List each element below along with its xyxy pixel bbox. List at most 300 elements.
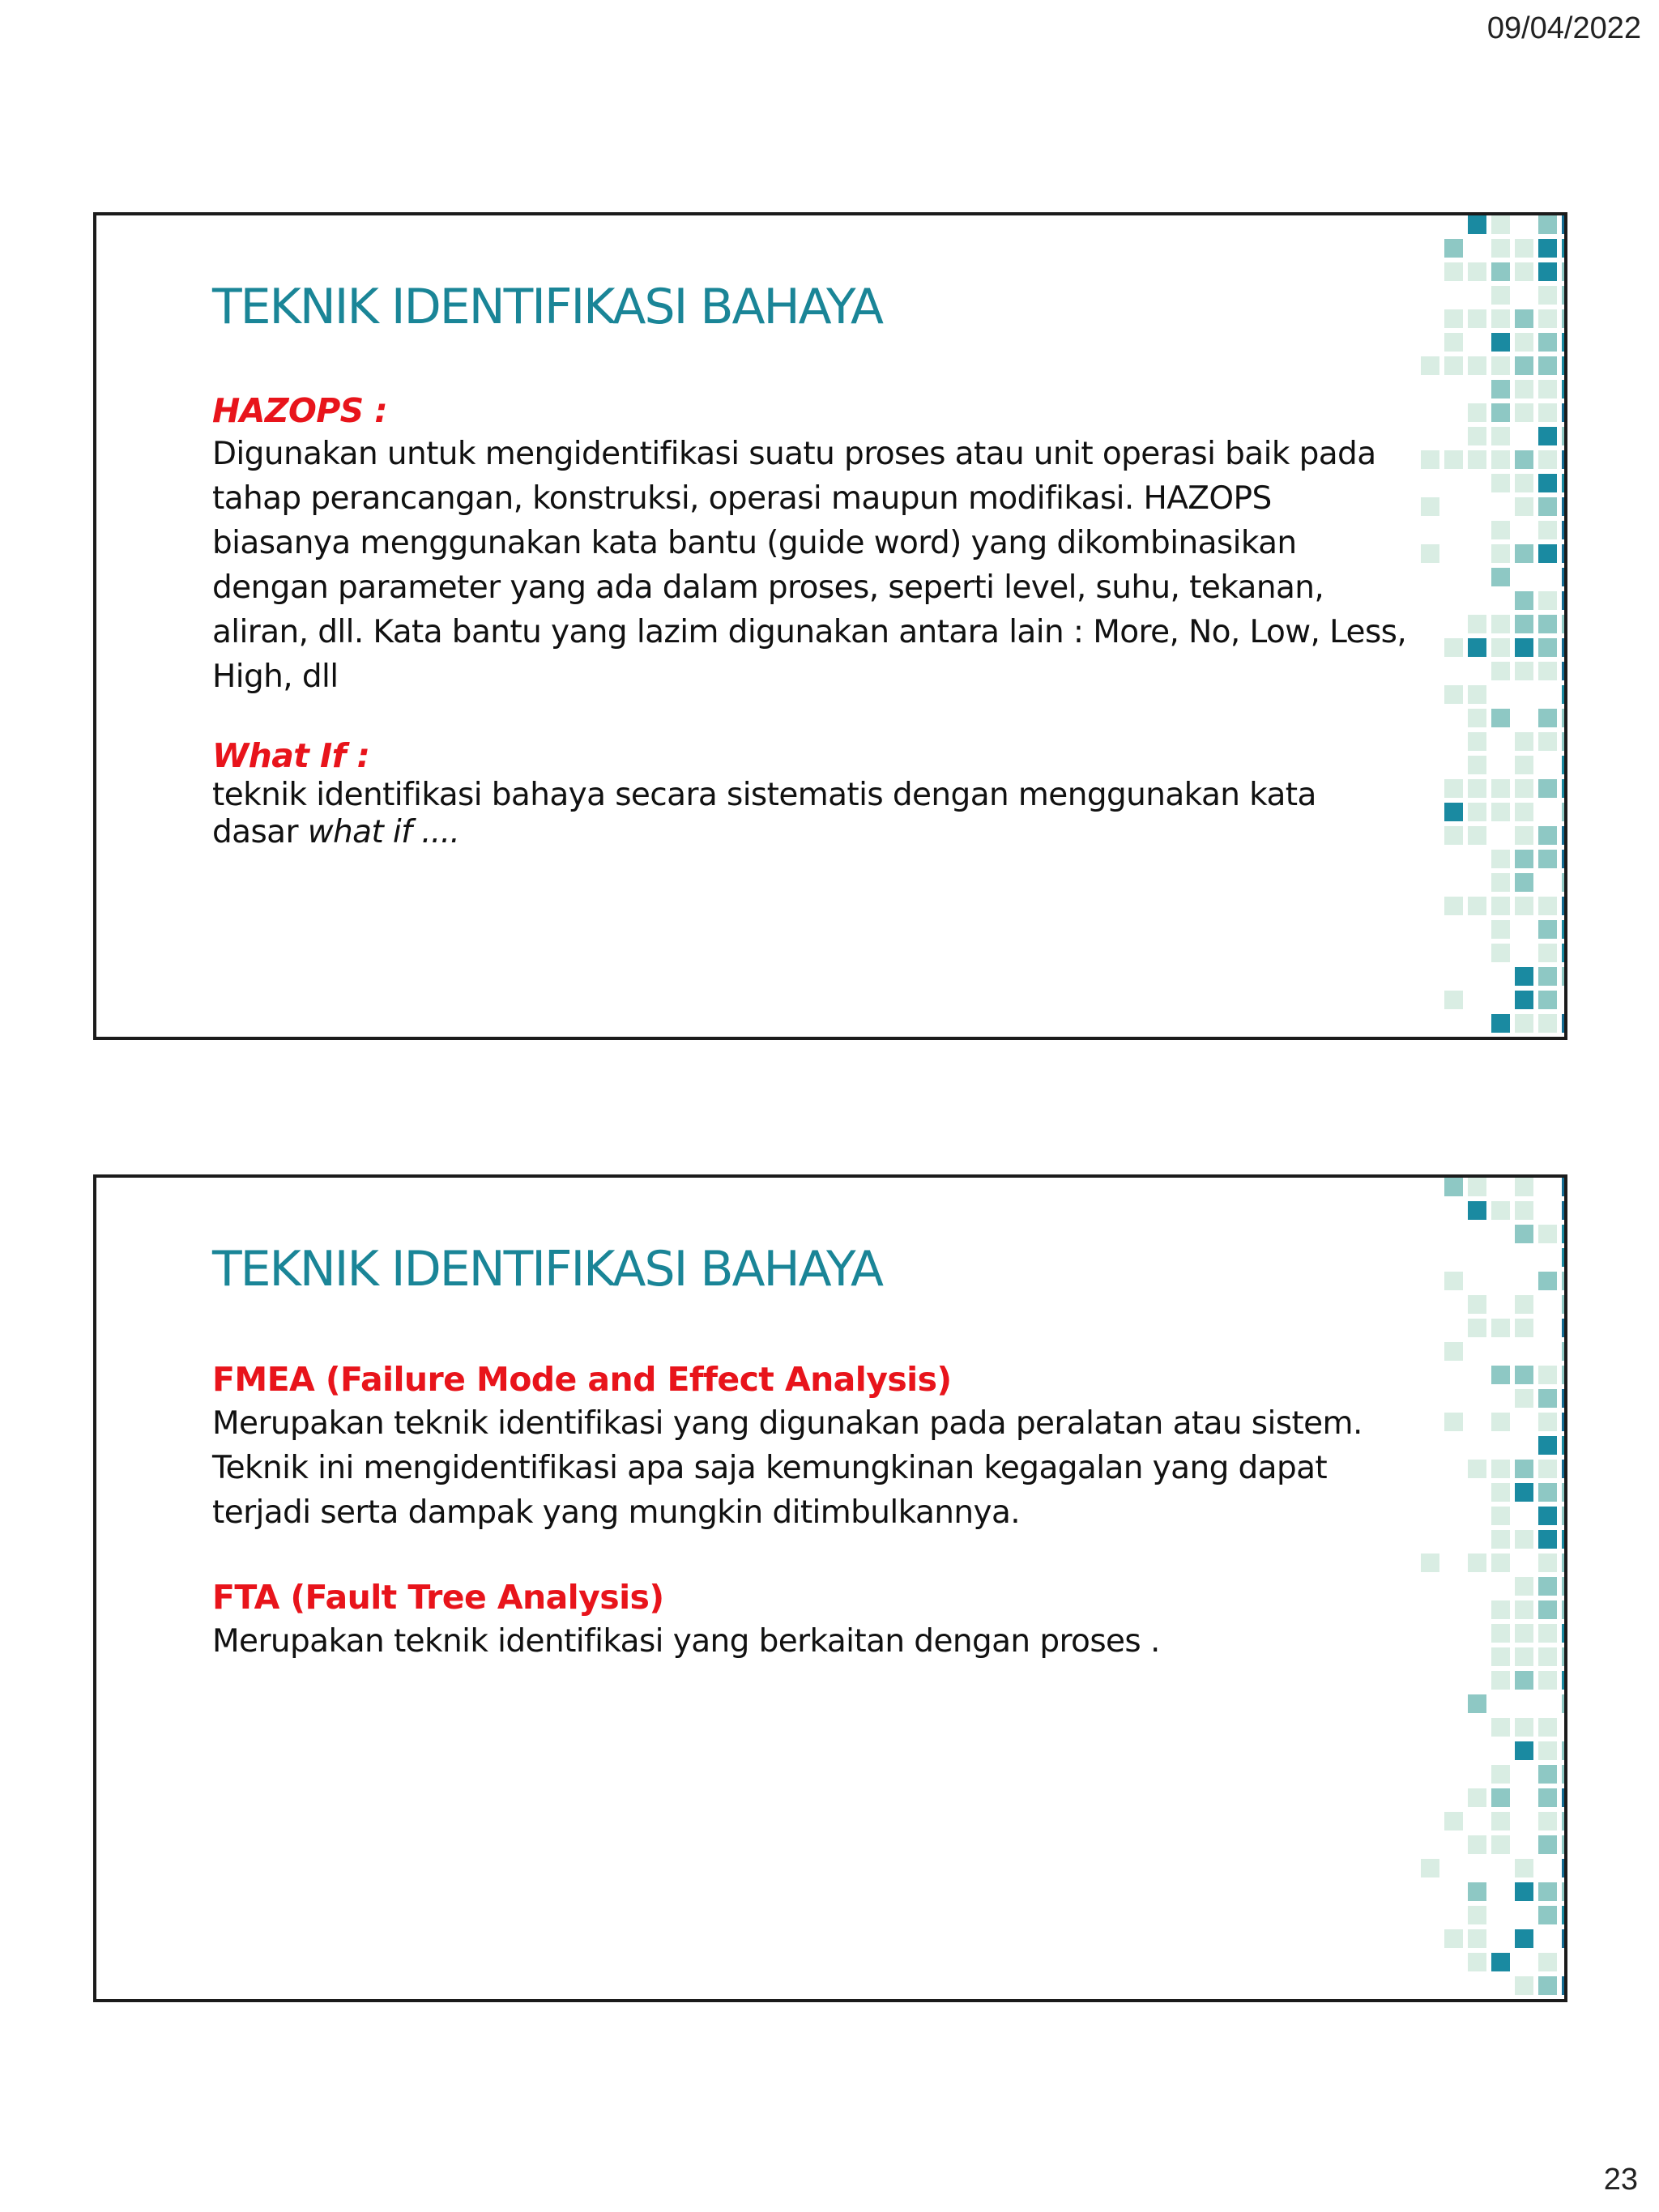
mosaic-square: [1515, 309, 1533, 328]
mosaic-square: [1538, 521, 1557, 539]
mosaic-square: [1444, 1272, 1463, 1290]
mosaic-square: [1538, 1436, 1557, 1455]
mosaic-square: [1515, 1671, 1533, 1690]
mosaic-square: [1562, 1600, 1567, 1619]
mosaic-square: [1468, 1201, 1486, 1220]
mosaic-square: [1491, 638, 1510, 657]
mosaic-square: [1538, 450, 1557, 469]
mosaic-square: [1491, 1624, 1510, 1643]
mosaic-square: [1491, 920, 1510, 939]
mosaic-square: [1562, 1014, 1567, 1033]
mosaic-square: [1444, 685, 1463, 704]
text-line: tahap perancangan, konstruksi, operasi maupun modifikasi. HAZOPS: [212, 480, 1272, 517]
text-line: Teknik ini mengidentifikasi apa saja kemungkinan kegagalan yang dapat: [212, 1450, 1328, 1486]
mosaic-square: [1515, 1178, 1533, 1196]
mosaic-square: [1515, 662, 1533, 680]
mosaic-square: [1444, 1413, 1463, 1431]
mosaic-square: [1538, 403, 1557, 422]
slide-title: TEKNIK IDENTIFIKASI BAHAYA: [212, 1241, 883, 1298]
mosaic-square: [1515, 1366, 1533, 1384]
mosaic-square: [1515, 1483, 1533, 1502]
mosaic-square: [1468, 1460, 1486, 1478]
mosaic-square: [1562, 1366, 1567, 1384]
mosaic-square: [1538, 826, 1557, 845]
mosaic-square: [1491, 1718, 1510, 1737]
mosaic-square: [1515, 1647, 1533, 1666]
mosaic-square: [1538, 497, 1557, 516]
mosaic-square: [1538, 1389, 1557, 1408]
mosaic-square: [1468, 615, 1486, 633]
mosaic-square: [1491, 944, 1510, 962]
mosaic-square: [1562, 1342, 1567, 1361]
mosaic-square: [1562, 662, 1567, 680]
mosaic-square: [1562, 1788, 1567, 1807]
mosaic-square: [1491, 850, 1510, 868]
mosaic-square: [1444, 1812, 1463, 1831]
page-date: 09/04/2022: [1486, 11, 1641, 45]
mosaic-square: [1515, 474, 1533, 492]
mosaic-square: [1468, 1788, 1486, 1807]
mosaic-square: [1491, 521, 1510, 539]
mosaic-square: [1538, 1741, 1557, 1760]
mosaic-square: [1538, 1413, 1557, 1431]
mosaic-square: [1491, 380, 1510, 399]
mosaic-square: [1538, 1014, 1557, 1033]
mosaic-square: [1562, 333, 1567, 352]
mosaic-square: [1491, 1788, 1510, 1807]
mosaic-square: [1515, 1201, 1533, 1220]
mosaic-square: [1515, 1741, 1533, 1760]
mosaic-square: [1491, 615, 1510, 633]
mosaic-square: [1515, 591, 1533, 610]
mosaic-square: [1491, 544, 1510, 563]
mosaic-square: [1515, 1460, 1533, 1478]
mosaic-square: [1562, 1483, 1567, 1502]
text-line: teknik identifikasi bahaya secara sistematis dengan menggunakan kata: [212, 777, 1316, 813]
mosaic-square: [1515, 779, 1533, 798]
mosaic-square: [1562, 1859, 1567, 1877]
mosaic-square: [1468, 1694, 1486, 1713]
mosaic-square: [1538, 850, 1557, 868]
mosaic-square: [1515, 1882, 1533, 1901]
mosaic-square: [1538, 920, 1557, 939]
text-line: dasar: [212, 814, 298, 850]
mosaic-square: [1468, 1178, 1486, 1196]
mosaic-square: [1562, 1389, 1567, 1408]
mosaic-square: [1538, 1366, 1557, 1384]
mosaic-square: [1538, 309, 1557, 328]
mosaic-square: [1468, 262, 1486, 281]
mosaic-square: [1538, 1577, 1557, 1596]
mosaic-square: [1562, 356, 1567, 375]
mosaic-square: [1562, 427, 1567, 445]
slide-hazops-whatif: [93, 212, 1567, 1040]
mosaic-square: [1515, 967, 1533, 986]
mosaic-square: [1538, 967, 1557, 986]
mosaic-square: [1491, 1812, 1510, 1831]
mosaic-square: [1468, 1319, 1486, 1337]
mosaic-square: [1515, 897, 1533, 915]
mosaic-square: [1538, 662, 1557, 680]
mosaic-square: [1468, 685, 1486, 704]
mosaic-square: [1491, 1600, 1510, 1619]
mosaic-square: [1491, 1413, 1510, 1431]
mosaic-square: [1538, 732, 1557, 751]
mosaic-square: [1538, 615, 1557, 633]
mosaic-square: [1468, 826, 1486, 845]
mosaic-square: [1538, 215, 1557, 234]
mosaic-square: [1491, 1647, 1510, 1666]
mosaic-square: [1491, 262, 1510, 281]
mosaic-square: [1538, 1530, 1557, 1549]
mosaic-square: [1444, 897, 1463, 915]
mosaic-square: [1491, 1835, 1510, 1854]
mosaic-square: [1538, 427, 1557, 445]
mosaic-square: [1444, 638, 1463, 657]
mosaic-square: [1468, 403, 1486, 422]
mosaic-square: [1562, 403, 1567, 422]
mosaic-square: [1562, 1929, 1567, 1948]
mosaic-square: [1444, 1342, 1463, 1361]
mosaic-square: [1491, 333, 1510, 352]
mosaic-square: [1538, 1507, 1557, 1525]
mosaic-square: [1538, 1835, 1557, 1854]
mosaic-square: [1562, 521, 1567, 539]
mosaic-square: [1468, 779, 1486, 798]
mosaic-square: [1421, 497, 1439, 516]
mosaic-square: [1538, 1812, 1557, 1831]
mosaic-square: [1515, 1600, 1533, 1619]
mosaic-square: [1515, 356, 1533, 375]
mosaic-square: [1491, 897, 1510, 915]
text-line: terjadi serta dampak yang mungkin ditimbulkannya.: [212, 1494, 1021, 1531]
mosaic-square: [1562, 215, 1567, 234]
mosaic-square: [1515, 403, 1533, 422]
mosaic-square: [1538, 1718, 1557, 1737]
text-line: Merupakan teknik identifikasi yang digunakan pada peralatan atau sistem.: [212, 1405, 1363, 1442]
mosaic-square: [1491, 474, 1510, 492]
mosaic-square: [1538, 709, 1557, 727]
mosaic-square: [1468, 1929, 1486, 1948]
mosaic-square: [1515, 826, 1533, 845]
mosaic-square: [1562, 1835, 1567, 1854]
mosaic-square: [1468, 897, 1486, 915]
text-line: High, dll: [212, 658, 339, 695]
mosaic-square: [1538, 1765, 1557, 1784]
mosaic-square: [1562, 1295, 1567, 1314]
mosaic-square: [1562, 732, 1567, 751]
mosaic-square: [1538, 591, 1557, 610]
mosaic-square: [1538, 991, 1557, 1009]
mosaic-square: [1562, 1694, 1567, 1713]
mosaic-square: [1444, 333, 1463, 352]
mosaic-square: [1515, 1319, 1533, 1337]
mosaic-square: [1562, 779, 1567, 798]
mosaic-square: [1562, 1671, 1567, 1690]
mosaic-square: [1515, 1295, 1533, 1314]
mosaic-square: [1562, 709, 1567, 727]
mosaic-square: [1538, 779, 1557, 798]
mosaic-square: [1515, 756, 1533, 774]
mosaic-square: [1444, 450, 1463, 469]
mosaic-square: [1444, 826, 1463, 845]
mosaic-square: [1491, 1201, 1510, 1220]
mosaic-square: [1562, 685, 1567, 704]
mosaic-square: [1562, 873, 1567, 892]
mosaic-square: [1562, 803, 1567, 821]
mosaic-square: [1538, 1647, 1557, 1666]
mosaic-square: [1562, 1248, 1567, 1267]
mosaic-square: [1562, 1976, 1567, 1995]
fta-paragraph: [212, 1619, 1411, 1664]
mosaic-square: [1515, 239, 1533, 258]
mosaic-square: [1491, 1483, 1510, 1502]
mosaic-square: [1515, 1859, 1533, 1877]
mosaic-square: [1468, 1835, 1486, 1854]
mosaic-square: [1515, 544, 1533, 563]
mosaic-square: [1491, 309, 1510, 328]
mosaic-square: [1538, 239, 1557, 258]
mosaic-square: [1515, 991, 1533, 1009]
mosaic-square: [1468, 1882, 1486, 1901]
mosaic-square: [1421, 1554, 1439, 1572]
mosaic-square: [1562, 1530, 1567, 1549]
mosaic-square: [1444, 239, 1463, 258]
mosaic-square: [1491, 286, 1510, 305]
mosaic-square: [1538, 1953, 1557, 1971]
slide-title: TEKNIK IDENTIFIKASI BAHAYA: [212, 279, 883, 335]
mosaic-square: [1562, 497, 1567, 516]
mosaic-square: [1491, 1460, 1510, 1478]
mosaic-square: [1491, 1507, 1510, 1525]
mosaic-square: [1515, 1530, 1533, 1549]
mosaic-square: [1491, 1671, 1510, 1690]
mosaic-square: [1491, 1530, 1510, 1549]
mosaic-square: [1515, 1014, 1533, 1033]
mosaic-square: [1468, 803, 1486, 821]
mosaic-square: [1491, 662, 1510, 680]
mosaic-square: [1515, 380, 1533, 399]
mosaic-square: [1562, 474, 1567, 492]
spacer: [212, 1535, 1411, 1575]
mosaic-square: [1538, 1225, 1557, 1243]
mosaic-square: [1421, 450, 1439, 469]
mosaic-square: [1562, 920, 1567, 939]
mosaic-square: [1538, 356, 1557, 375]
what-if-paragraph: [212, 777, 1411, 851]
mosaic-square: [1538, 1624, 1557, 1643]
mosaic-square: [1538, 1272, 1557, 1290]
mosaic-square: [1491, 1953, 1510, 1971]
mosaic-square: [1562, 638, 1567, 657]
mosaic-square: [1538, 1554, 1557, 1572]
mosaic-square: [1562, 1741, 1567, 1760]
mosaic-square: [1538, 1483, 1557, 1502]
spacer: [212, 699, 1411, 735]
mosaic-square: [1515, 1624, 1533, 1643]
mosaic-square: [1562, 1413, 1567, 1431]
mosaic-square: [1515, 1976, 1533, 1995]
text-line: dengan parameter yang ada dalam proses, seperti level, suhu, tekanan,: [212, 569, 1324, 606]
mosaic-square: [1468, 638, 1486, 657]
mosaic-square: [1562, 1201, 1567, 1220]
mosaic-square: [1538, 1600, 1557, 1619]
mosaic-square: [1491, 450, 1510, 469]
mosaic-square: [1562, 1577, 1567, 1596]
mosaic-square: [1468, 709, 1486, 727]
mosaic-square: [1538, 544, 1557, 563]
text-line: biasanya menggunakan kata bantu (guide word) yang dikombinasikan: [212, 525, 1297, 561]
mosaic-square: [1468, 215, 1486, 234]
section-heading-what-if: What If :: [212, 736, 370, 775]
mosaic-square: [1562, 1624, 1567, 1643]
mosaic-square: [1562, 967, 1567, 986]
mosaic-square: [1491, 803, 1510, 821]
mosaic-square: [1515, 1577, 1533, 1596]
mosaic-square: [1468, 732, 1486, 751]
mosaic-square: [1562, 450, 1567, 469]
mosaic-square: [1491, 779, 1510, 798]
mosaic-square: [1491, 568, 1510, 586]
mosaic-square: [1421, 356, 1439, 375]
mosaic-square: [1562, 591, 1567, 610]
mosaic-square: [1515, 638, 1533, 657]
mosaic-square: [1515, 873, 1533, 892]
mosaic-square: [1562, 309, 1567, 328]
mosaic-square: [1562, 1882, 1567, 1901]
mosaic-square: [1491, 709, 1510, 727]
mosaic-square: [1468, 309, 1486, 328]
hazops-paragraph: [212, 432, 1411, 699]
mosaic-square: [1562, 1178, 1567, 1196]
mosaic-square: [1444, 991, 1463, 1009]
mosaic-square: [1538, 474, 1557, 492]
mosaic-square: [1515, 450, 1533, 469]
mosaic-square: [1562, 615, 1567, 633]
slide-content: [212, 390, 1411, 851]
mosaic-square: [1562, 1765, 1567, 1784]
mosaic-square: [1515, 1389, 1533, 1408]
mosaic-square: [1468, 427, 1486, 445]
mosaic-square: [1538, 1882, 1557, 1901]
text-line: Digunakan untuk mengidentifikasi suatu proses atau unit operasi baik pada: [212, 436, 1376, 472]
mosaic-square: [1562, 1812, 1567, 1831]
mosaic-square: [1515, 333, 1533, 352]
mosaic-square: [1538, 1671, 1557, 1690]
mosaic-square: [1515, 262, 1533, 281]
mosaic-square: [1562, 568, 1567, 586]
mosaic-square: [1538, 262, 1557, 281]
mosaic-square: [1491, 427, 1510, 445]
mosaic-square: [1538, 1788, 1557, 1807]
mosaic-square: [1515, 803, 1533, 821]
mosaic-square: [1562, 1225, 1567, 1243]
mosaic-square: [1538, 638, 1557, 657]
mosaic-square: [1421, 1859, 1439, 1877]
mosaic-square: [1444, 803, 1463, 821]
text-line: Merupakan teknik identifikasi yang berkaitan dengan proses .: [212, 1623, 1160, 1660]
mosaic-square: [1491, 1014, 1510, 1033]
mosaic-square: [1538, 1976, 1557, 1995]
mosaic-square: [1444, 1929, 1463, 1948]
mosaic-square: [1491, 873, 1510, 892]
mosaic-square: [1562, 1436, 1567, 1455]
text-line: aliran, dll. Kata bantu yang lazim digunakan antara lain : More, No, Low, Less,: [212, 614, 1407, 650]
mosaic-square: [1562, 286, 1567, 305]
mosaic-square: [1468, 1906, 1486, 1924]
mosaic-square: [1562, 850, 1567, 868]
mosaic-square: [1515, 1929, 1533, 1948]
page-number: 23: [1603, 2163, 1638, 2197]
mosaic-square: [1491, 1319, 1510, 1337]
mosaic-square: [1491, 1366, 1510, 1384]
mosaic-square: [1515, 732, 1533, 751]
mosaic-square: [1491, 356, 1510, 375]
mosaic-square: [1538, 380, 1557, 399]
mosaic-square: [1562, 1319, 1567, 1337]
mosaic-square: [1491, 1765, 1510, 1784]
mosaic-square: [1562, 1272, 1567, 1290]
mosaic-square: [1468, 756, 1486, 774]
mosaic-square: [1468, 356, 1486, 375]
slide-fmea-fta: [93, 1174, 1567, 2002]
slide-content: [212, 1357, 1411, 1664]
mosaic-square: [1562, 1554, 1567, 1572]
mosaic-square: [1444, 309, 1463, 328]
mosaic-square: [1562, 897, 1567, 915]
mosaic-square: [1491, 239, 1510, 258]
mosaic-square: [1538, 944, 1557, 962]
section-heading-fta: FTA (Fault Tree Analysis): [212, 1578, 664, 1617]
mosaic-square: [1562, 262, 1567, 281]
mosaic-square: [1421, 544, 1439, 563]
mosaic-square: [1562, 1647, 1567, 1666]
mosaic-square: [1491, 215, 1510, 234]
mosaic-square: [1515, 615, 1533, 633]
mosaic-square: [1562, 544, 1567, 563]
mosaic-square: [1468, 450, 1486, 469]
mosaic-square: [1491, 1554, 1510, 1572]
mosaic-square: [1538, 897, 1557, 915]
mosaic-square: [1562, 239, 1567, 258]
mosaic-square: [1538, 333, 1557, 352]
italic-term: what if ....: [307, 814, 460, 850]
mosaic-square: [1562, 944, 1567, 962]
mosaic-square: [1562, 1460, 1567, 1478]
mosaic-square: [1562, 380, 1567, 399]
mosaic-square: [1491, 403, 1510, 422]
section-heading-hazops: HAZOPS :: [212, 391, 388, 430]
mosaic-square: [1515, 1718, 1533, 1737]
fmea-paragraph: [212, 1401, 1411, 1535]
mosaic-square: [1515, 1225, 1533, 1243]
mosaic-square: [1444, 1178, 1463, 1196]
mosaic-square: [1468, 1295, 1486, 1314]
mosaic-square: [1562, 756, 1567, 774]
mosaic-square: [1538, 286, 1557, 305]
mosaic-square: [1562, 1906, 1567, 1924]
mosaic-square: [1468, 1554, 1486, 1572]
mosaic-square: [1562, 826, 1567, 845]
mosaic-square: [1444, 262, 1463, 281]
mosaic-square: [1562, 1507, 1567, 1525]
mosaic-square: [1515, 850, 1533, 868]
mosaic-square: [1515, 497, 1533, 516]
section-heading-fmea: FMEA (Failure Mode and Effect Analysis): [212, 1360, 952, 1399]
mosaic-square: [1468, 1953, 1486, 1971]
mosaic-square: [1538, 1460, 1557, 1478]
mosaic-square: [1444, 356, 1463, 375]
